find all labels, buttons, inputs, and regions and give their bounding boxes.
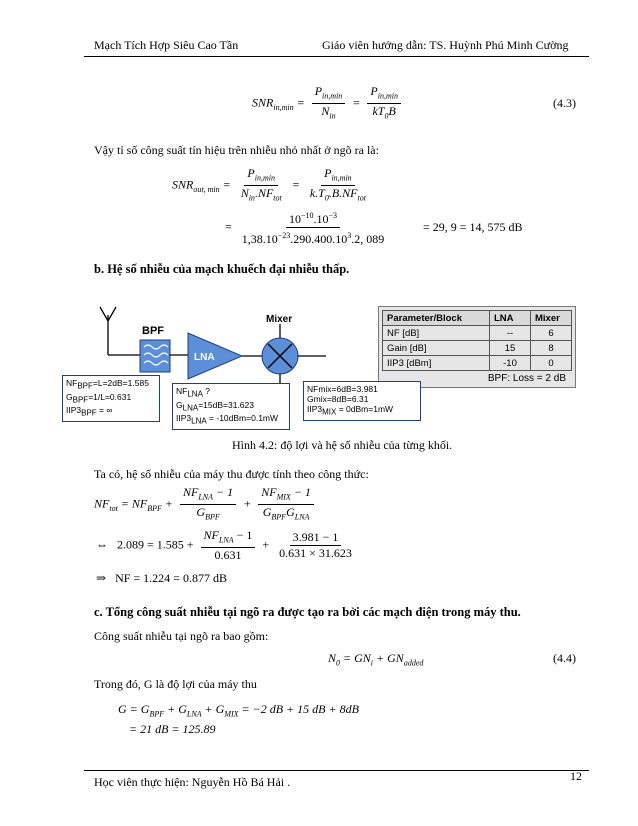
footer-left: Học viên thực hiện: Nguyễn Hồ Bá Hải . (94, 775, 291, 789)
footer-rule (84, 770, 589, 771)
mixer-label: Mixer (266, 314, 293, 325)
equation-snr-out: $SNR_{out, min}$ = $\frac{P_{in,min}}{N_{in}.NF_{tot}}$ = $\frac{P_{in,min}}{k.T_0.B.NF_{tot}}$ (172, 166, 366, 203)
bpf-annotation-box: $NF_{BPF}=L=2dB=1.585$ $G_{BPF}=1/L=0.631$ $IIP3_{BPF}$ = ∞ (62, 375, 160, 422)
section-b-heading: b. Hệ số nhiễu của mạch khuếch đại nhiễu thấp. (94, 262, 350, 276)
page-number: 12 (570, 769, 582, 783)
table-cell: 0 (531, 356, 572, 371)
equation-4-3-label: (4.3) (553, 96, 576, 110)
snr-out-result: = 29, 9 = 14, 575 dB (423, 220, 523, 234)
table-header: LNA (490, 311, 531, 326)
text-snr-out: Vậy tỉ số công suất tín hiệu trên nhiễu nhỏ nhất ở ngõ ra là: (94, 143, 379, 157)
table-cell: -- (490, 326, 531, 341)
nf-result-line: ⇒ NF = 1.224 = 0.877 dB (96, 571, 227, 585)
header-rule (84, 56, 589, 57)
bpf-label: BPF (142, 325, 164, 337)
table-cell: 6 (531, 326, 572, 341)
equation-4-4: $N_0 = GN_i + GN_{added}$ (328, 651, 424, 668)
nf-result: NF = 1.224 = 0.877 dB (115, 571, 227, 585)
gain-equation-line1: $G = G_{BPF} + G_{LNA} + G_{MIX} = -2$ dB + 15 dB + 8dB (118, 702, 359, 719)
parameter-table-panel (378, 306, 576, 388)
mixer-annotation-box: NFmix=6dB=3.981 Gmix=8dB=6.31 $IIP3_{MIX} = 0dBm=1mW$ (303, 381, 421, 421)
gain-equation-line2: = 21 dB = 125.89 (129, 722, 216, 736)
receiver-diagram (94, 295, 344, 385)
equation-friis: $NF_{tot} = NF_{BPF}$ + $\frac{NF_{LNA} - 1}{G_{BPF}}$ + $\frac{NF_{MIX} - 1}{G_{BPF}G_{LNA}}$ (94, 485, 318, 525)
equation-snr-out-numeric: = $\frac{10^{-10}.10^{-3}}{1,38.10^{-23}.290.400.10^3.2, 089}$ (225, 208, 391, 247)
figure-caption: Hình 4.2: độ lợi và hệ số nhiễu của từng khối. (232, 438, 453, 452)
gain-line1-value: = −2 dB + 15 dB + 8dB (241, 702, 359, 716)
table-header: Parameter/Block (383, 311, 490, 326)
table-cell: NF [dB] (383, 326, 490, 341)
section-c-heading: c. Tổng công suất nhiễu tại ngõ ra được tạo ra bởi các mạch điện trong máy thu. (94, 605, 521, 619)
table-cell: IIP3 [dBm] (383, 356, 490, 371)
table-row (383, 326, 572, 341)
header-left: Mạch Tích Hợp Siêu Cao Tần (94, 38, 239, 52)
text-nf-formula: Ta có, hệ số nhiễu của máy thu được tính theo công thức: (94, 467, 369, 481)
table-row (383, 341, 572, 356)
equation-friis-numeric: ⇔ 2.089 = 1.585 + $\frac{NF_{LNA} - 1}{0.631}$ + $\frac{3.981 - 1}{0.631 \times 31.623}$ (96, 528, 352, 563)
table-cell: Gain [dB] (383, 341, 490, 356)
table-cell: 8 (531, 341, 572, 356)
table-header: Mixer (531, 311, 572, 326)
lna-label: LNA (194, 352, 215, 363)
lna-annotation-box: $NF_{LNA}$ ? $G_{LNA}=15dB=31.623$ $IIP3_{LNA} = -10dBm=0.1mW$ (172, 383, 290, 430)
table-cell: -10 (490, 356, 531, 371)
text-gain: Trong đó, G là độ lợi của máy thu (94, 677, 257, 691)
bpf-loss-note: BPF: Loss = 2 dB (487, 373, 566, 384)
table-cell: 15 (490, 341, 531, 356)
equation-4-3: $SNR_{in,min}$ = $\frac{P_{in,min}}{N_{in}}$ = $\frac{P_{in,min}}{kT_0B}$ (252, 84, 405, 124)
table-row (383, 356, 572, 371)
text-noise-includes: Công suất nhiễu tại ngõ ra bao gồm: (94, 629, 269, 643)
equation-4-4-label: (4.4) (553, 651, 576, 665)
header-right: Giáo viên hướng dẫn: TS. Huỳnh Phú Minh Cường (322, 38, 569, 52)
parameter-table (382, 310, 572, 371)
